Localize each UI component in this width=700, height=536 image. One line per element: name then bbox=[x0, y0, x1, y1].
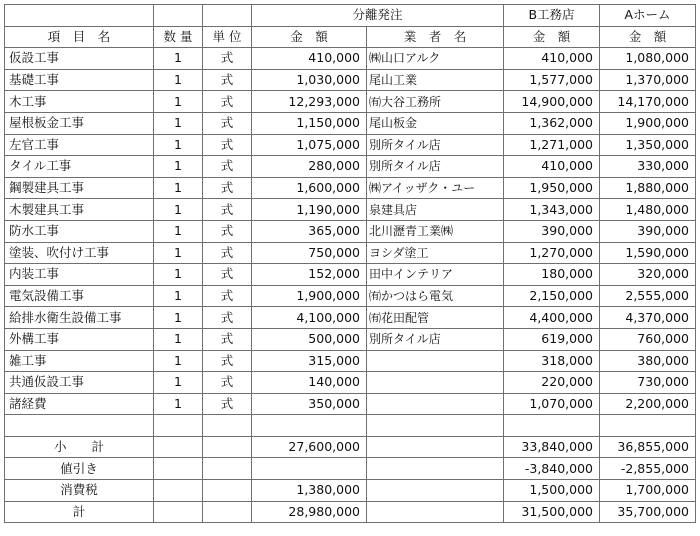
amount-cell: 12,293,000 bbox=[252, 91, 367, 113]
b-amount-cell: 410,000 bbox=[504, 156, 600, 178]
table-row bbox=[5, 372, 696, 394]
a-amount-cell: 390,000 bbox=[600, 220, 696, 242]
group-separate-order: 分離発注 bbox=[252, 5, 504, 27]
item-name-cell: 諸経費 bbox=[5, 393, 154, 415]
amount-cell: 365,000 bbox=[252, 220, 367, 242]
table-row bbox=[5, 264, 696, 286]
b-amount-cell: 180,000 bbox=[504, 264, 600, 286]
qty-cell: 1 bbox=[154, 328, 203, 350]
item-name-cell: 電気設備工事 bbox=[5, 285, 154, 307]
total-amount: 28,980,000 bbox=[252, 501, 367, 523]
a-amount-cell: 730,000 bbox=[600, 372, 696, 394]
qty-cell: 1 bbox=[154, 220, 203, 242]
b-amount-cell: 4,400,000 bbox=[504, 307, 600, 329]
total-label: 計 bbox=[5, 501, 154, 523]
total-b: 31,500,000 bbox=[504, 501, 600, 523]
empty-cell bbox=[154, 436, 203, 458]
qty-cell: 1 bbox=[154, 372, 203, 394]
col-qty-header: 数 量 bbox=[154, 26, 203, 48]
empty-cell bbox=[367, 480, 504, 502]
table-row bbox=[5, 307, 696, 329]
discount-b: -3,840,000 bbox=[504, 458, 600, 480]
table-row bbox=[5, 393, 696, 415]
amount-cell: 152,000 bbox=[252, 264, 367, 286]
unit-cell: 式 bbox=[203, 350, 252, 372]
empty-cell bbox=[203, 458, 252, 480]
col-amount-header: 金 額 bbox=[252, 26, 367, 48]
b-amount-cell: 410,000 bbox=[504, 48, 600, 70]
qty-cell: 1 bbox=[154, 134, 203, 156]
a-amount-cell: 4,370,000 bbox=[600, 307, 696, 329]
discount-a: -2,855,000 bbox=[600, 458, 696, 480]
empty-cell bbox=[367, 415, 504, 437]
column-header-row bbox=[5, 26, 696, 48]
item-name-cell: 給排水衛生設備工事 bbox=[5, 307, 154, 329]
item-name-cell: 木製建具工事 bbox=[5, 199, 154, 221]
a-amount-cell: 330,000 bbox=[600, 156, 696, 178]
subtotal-a: 36,855,000 bbox=[600, 436, 696, 458]
unit-cell: 式 bbox=[203, 134, 252, 156]
vendor-cell: ヨシダ塗工 bbox=[367, 242, 504, 264]
b-amount-cell: 1,362,000 bbox=[504, 112, 600, 134]
discount-amount bbox=[252, 458, 367, 480]
a-amount-cell: 1,350,000 bbox=[600, 134, 696, 156]
b-amount-cell: 1,950,000 bbox=[504, 177, 600, 199]
a-amount-cell: 14,170,000 bbox=[600, 91, 696, 113]
qty-cell: 1 bbox=[154, 69, 203, 91]
vendor-cell: 別所タイル店 bbox=[367, 134, 504, 156]
a-amount-cell: 1,880,000 bbox=[600, 177, 696, 199]
a-amount-cell: 1,480,000 bbox=[600, 199, 696, 221]
empty-cell bbox=[203, 436, 252, 458]
item-name-cell: 左官工事 bbox=[5, 134, 154, 156]
item-name-cell: 塗装、吹付け工事 bbox=[5, 242, 154, 264]
vendor-cell: ㈲大谷工務所 bbox=[367, 91, 504, 113]
summary-body bbox=[5, 415, 696, 523]
amount-cell: 1,600,000 bbox=[252, 177, 367, 199]
b-amount-cell: 14,900,000 bbox=[504, 91, 600, 113]
vendor-cell: ㈲かつはら電気 bbox=[367, 285, 504, 307]
a-amount-cell: 1,590,000 bbox=[600, 242, 696, 264]
col-a-amount-header: 金 額 bbox=[600, 26, 696, 48]
discount-label: 値引き bbox=[5, 458, 154, 480]
qty-cell: 1 bbox=[154, 112, 203, 134]
a-amount-cell: 2,200,000 bbox=[600, 393, 696, 415]
unit-cell: 式 bbox=[203, 372, 252, 394]
unit-cell: 式 bbox=[203, 48, 252, 70]
item-name-cell: 内装工事 bbox=[5, 264, 154, 286]
empty-cell bbox=[367, 436, 504, 458]
amount-cell: 280,000 bbox=[252, 156, 367, 178]
blank-header-cell bbox=[5, 5, 154, 27]
amount-cell: 350,000 bbox=[252, 393, 367, 415]
empty-cell bbox=[504, 415, 600, 437]
col-item-header: 項 目 名 bbox=[5, 26, 154, 48]
total-a: 35,700,000 bbox=[600, 501, 696, 523]
a-amount-cell: 2,555,000 bbox=[600, 285, 696, 307]
group-header-row bbox=[5, 5, 696, 27]
empty-cell bbox=[154, 415, 203, 437]
b-amount-cell: 1,070,000 bbox=[504, 393, 600, 415]
table-row bbox=[5, 69, 696, 91]
unit-cell: 式 bbox=[203, 285, 252, 307]
group-b-contractor: B工務店 bbox=[504, 5, 600, 27]
item-name-cell: 雑工事 bbox=[5, 350, 154, 372]
amount-cell: 140,000 bbox=[252, 372, 367, 394]
vendor-cell: 尾山工業 bbox=[367, 69, 504, 91]
vendor-cell: 田中インテリア bbox=[367, 264, 504, 286]
amount-cell: 410,000 bbox=[252, 48, 367, 70]
vendor-cell bbox=[367, 350, 504, 372]
item-name-cell: 基礎工事 bbox=[5, 69, 154, 91]
unit-cell: 式 bbox=[203, 177, 252, 199]
qty-cell: 1 bbox=[154, 393, 203, 415]
vendor-cell: ㈱アイッザク・ユー bbox=[367, 177, 504, 199]
empty-cell bbox=[252, 415, 367, 437]
empty-cell bbox=[154, 501, 203, 523]
table-row bbox=[5, 285, 696, 307]
a-amount-cell: 320,000 bbox=[600, 264, 696, 286]
table-row bbox=[5, 91, 696, 113]
tax-amount: 1,380,000 bbox=[252, 480, 367, 502]
estimate-comparison-table bbox=[4, 4, 696, 523]
table-row bbox=[5, 328, 696, 350]
vendor-cell: ㈲花田配管 bbox=[367, 307, 504, 329]
amount-cell: 1,030,000 bbox=[252, 69, 367, 91]
subtotal-b: 33,840,000 bbox=[504, 436, 600, 458]
qty-cell: 1 bbox=[154, 48, 203, 70]
b-amount-cell: 318,000 bbox=[504, 350, 600, 372]
subtotal-amount: 27,600,000 bbox=[252, 436, 367, 458]
b-amount-cell: 220,000 bbox=[504, 372, 600, 394]
vendor-cell: 尾山板金 bbox=[367, 112, 504, 134]
discount-row bbox=[5, 458, 696, 480]
amount-cell: 1,190,000 bbox=[252, 199, 367, 221]
group-a-home: Aホーム bbox=[600, 5, 696, 27]
qty-cell: 1 bbox=[154, 307, 203, 329]
item-name-cell: 共通仮設工事 bbox=[5, 372, 154, 394]
amount-cell: 4,100,000 bbox=[252, 307, 367, 329]
qty-cell: 1 bbox=[154, 91, 203, 113]
amount-cell: 315,000 bbox=[252, 350, 367, 372]
amount-cell: 1,900,000 bbox=[252, 285, 367, 307]
b-amount-cell: 1,270,000 bbox=[504, 242, 600, 264]
empty-cell bbox=[5, 415, 154, 437]
unit-cell: 式 bbox=[203, 264, 252, 286]
item-name-cell: 防水工事 bbox=[5, 220, 154, 242]
unit-cell: 式 bbox=[203, 69, 252, 91]
empty-cell bbox=[367, 501, 504, 523]
qty-cell: 1 bbox=[154, 242, 203, 264]
unit-cell: 式 bbox=[203, 91, 252, 113]
b-amount-cell: 1,343,000 bbox=[504, 199, 600, 221]
tax-row bbox=[5, 480, 696, 502]
a-amount-cell: 380,000 bbox=[600, 350, 696, 372]
item-name-cell: タイル工事 bbox=[5, 156, 154, 178]
table-row bbox=[5, 177, 696, 199]
b-amount-cell: 390,000 bbox=[504, 220, 600, 242]
table-row bbox=[5, 220, 696, 242]
vendor-cell: 泉建具店 bbox=[367, 199, 504, 221]
amount-cell: 500,000 bbox=[252, 328, 367, 350]
qty-cell: 1 bbox=[154, 177, 203, 199]
vendor-cell: 別所タイル店 bbox=[367, 156, 504, 178]
item-name-cell: 鋼製建具工事 bbox=[5, 177, 154, 199]
item-name-cell: 仮設工事 bbox=[5, 48, 154, 70]
a-amount-cell: 1,080,000 bbox=[600, 48, 696, 70]
empty-cell bbox=[367, 458, 504, 480]
tax-a: 1,700,000 bbox=[600, 480, 696, 502]
a-amount-cell: 1,900,000 bbox=[600, 112, 696, 134]
tax-b: 1,500,000 bbox=[504, 480, 600, 502]
unit-cell: 式 bbox=[203, 393, 252, 415]
b-amount-cell: 619,000 bbox=[504, 328, 600, 350]
table-row bbox=[5, 112, 696, 134]
amount-cell: 1,075,000 bbox=[252, 134, 367, 156]
empty-cell bbox=[203, 501, 252, 523]
table-row bbox=[5, 134, 696, 156]
item-name-cell: 外構工事 bbox=[5, 328, 154, 350]
blank-header-cell bbox=[154, 5, 203, 27]
unit-cell: 式 bbox=[203, 220, 252, 242]
col-unit-header: 単 位 bbox=[203, 26, 252, 48]
tax-label: 消費税 bbox=[5, 480, 154, 502]
col-b-amount-header: 金 額 bbox=[504, 26, 600, 48]
table-row bbox=[5, 48, 696, 70]
subtotal-label: 小 計 bbox=[5, 436, 154, 458]
table-row bbox=[5, 156, 696, 178]
vendor-cell bbox=[367, 393, 504, 415]
unit-cell: 式 bbox=[203, 242, 252, 264]
item-name-cell: 木工事 bbox=[5, 91, 154, 113]
b-amount-cell: 1,577,000 bbox=[504, 69, 600, 91]
table-row bbox=[5, 350, 696, 372]
empty-cell bbox=[154, 458, 203, 480]
table-body bbox=[5, 5, 696, 415]
b-amount-cell: 2,150,000 bbox=[504, 285, 600, 307]
total-row bbox=[5, 501, 696, 523]
amount-cell: 750,000 bbox=[252, 242, 367, 264]
unit-cell: 式 bbox=[203, 156, 252, 178]
qty-cell: 1 bbox=[154, 350, 203, 372]
empty-cell bbox=[203, 480, 252, 502]
qty-cell: 1 bbox=[154, 199, 203, 221]
qty-cell: 1 bbox=[154, 285, 203, 307]
table-row bbox=[5, 242, 696, 264]
amount-cell: 1,150,000 bbox=[252, 112, 367, 134]
vendor-cell: ㈱山口アルク bbox=[367, 48, 504, 70]
unit-cell: 式 bbox=[203, 307, 252, 329]
qty-cell: 1 bbox=[154, 264, 203, 286]
a-amount-cell: 760,000 bbox=[600, 328, 696, 350]
unit-cell: 式 bbox=[203, 328, 252, 350]
vendor-cell bbox=[367, 372, 504, 394]
empty-cell bbox=[154, 480, 203, 502]
vendor-cell: 北川瀝青工業㈱ bbox=[367, 220, 504, 242]
empty-cell bbox=[600, 415, 696, 437]
vendor-cell: 別所タイル店 bbox=[367, 328, 504, 350]
spacer-row bbox=[5, 415, 696, 437]
table-row bbox=[5, 199, 696, 221]
blank-header-cell bbox=[203, 5, 252, 27]
unit-cell: 式 bbox=[203, 199, 252, 221]
item-name-cell: 屋根板金工事 bbox=[5, 112, 154, 134]
subtotal-row bbox=[5, 436, 696, 458]
empty-cell bbox=[203, 415, 252, 437]
unit-cell: 式 bbox=[203, 112, 252, 134]
a-amount-cell: 1,370,000 bbox=[600, 69, 696, 91]
col-vendor-header: 業 者 名 bbox=[367, 26, 504, 48]
qty-cell: 1 bbox=[154, 156, 203, 178]
b-amount-cell: 1,271,000 bbox=[504, 134, 600, 156]
